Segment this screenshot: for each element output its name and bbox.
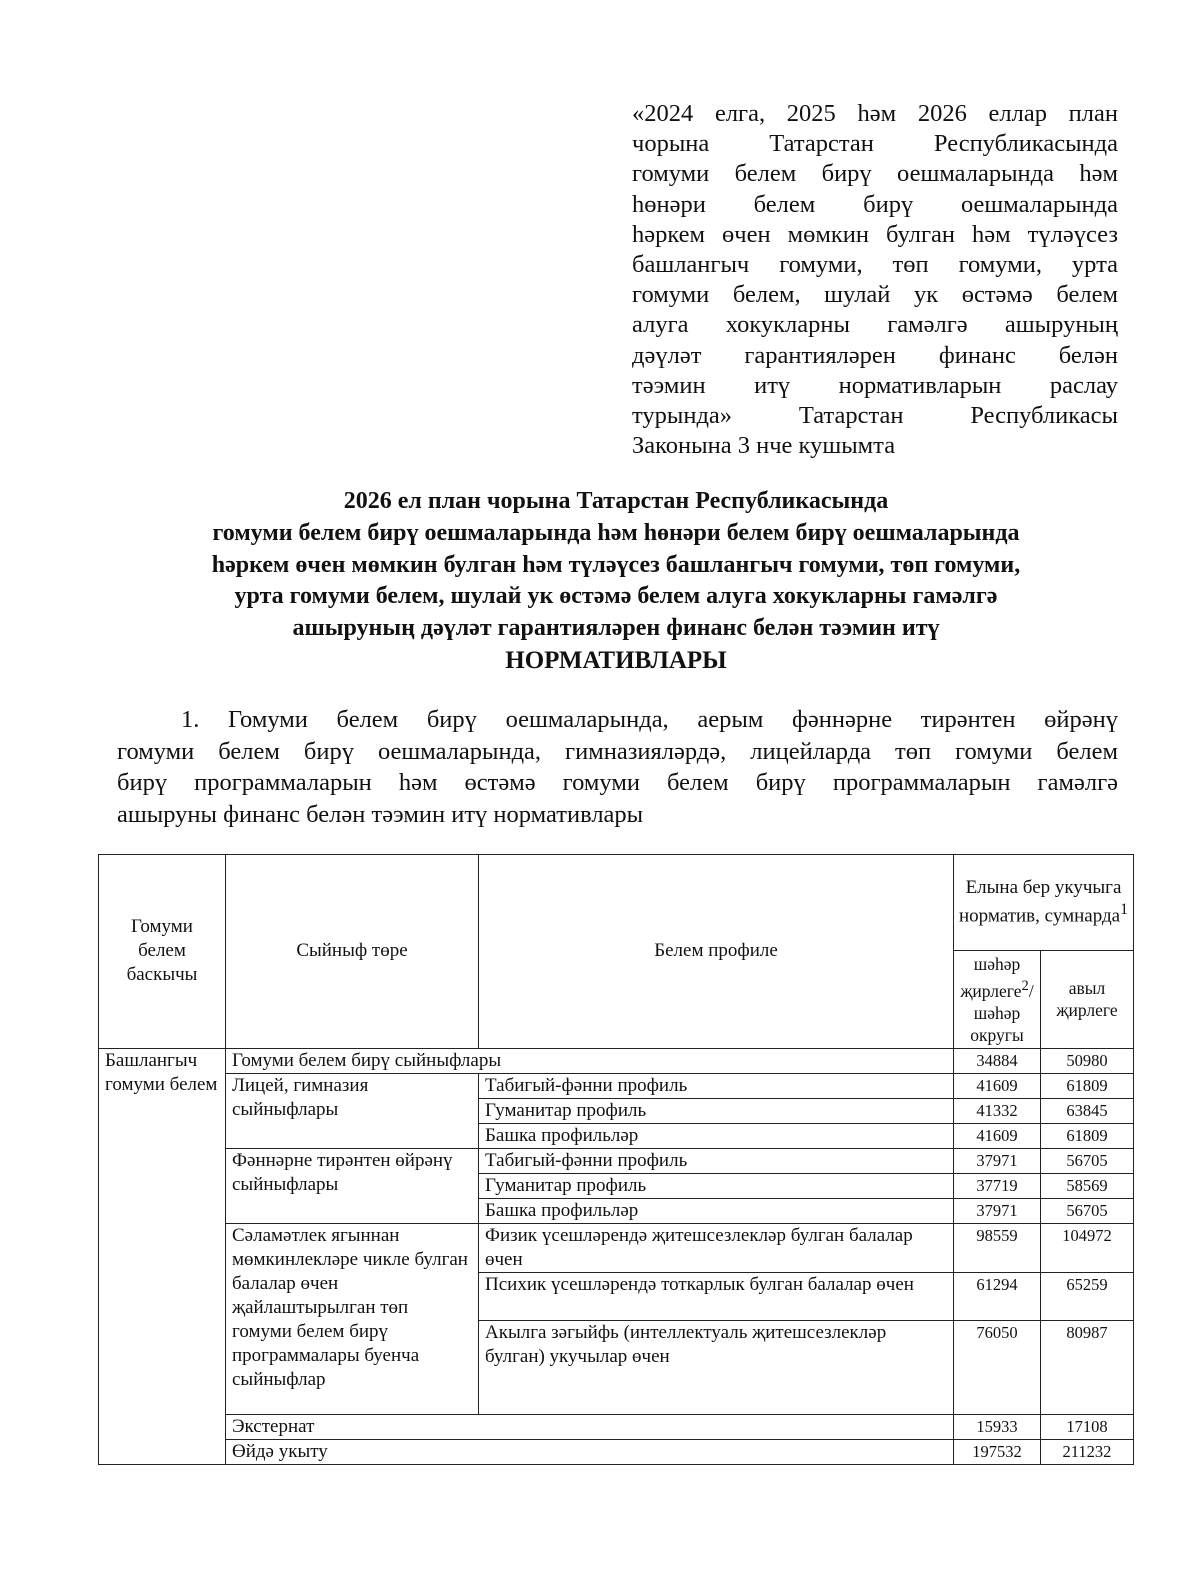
title-line: гомуми белем бирү оешмаларында һәм һөнәри белем бирү оешмаларында (212, 519, 1020, 546)
title-line: ашыруның дәүләт гарантияләрен финанс белән тәэмин итү (292, 615, 940, 642)
rural-value: 56705 (1041, 1148, 1134, 1173)
rural-value: 50980 (1041, 1048, 1134, 1073)
profile-cell: Гуманитар профиль (479, 1098, 954, 1123)
header-profile: Белем профиле (479, 855, 954, 1049)
urban-value: 76050 (954, 1320, 1041, 1414)
row-label: Экстернат (226, 1414, 954, 1439)
profile-cell: Башка профильләр (479, 1123, 954, 1148)
rural-value: 61809 (1041, 1123, 1134, 1148)
urban-value: 197532 (954, 1439, 1041, 1464)
profile-cell: Акылга зәгыйфь (интеллектуаль җитешсезлекләр булган) укучылар өчен (479, 1320, 954, 1414)
header-class-type: Сыйныф төре (226, 855, 479, 1049)
rural-value: 80987 (1041, 1320, 1134, 1414)
document-title (100, 486, 1132, 677)
rural-value: 65259 (1041, 1272, 1134, 1320)
annex-line: гомуми белем бирү оешмаларында һәм (632, 160, 1118, 188)
rural-value: 104972 (1041, 1223, 1134, 1272)
profile-cell: Табигый-фәнни профиль (479, 1148, 954, 1173)
footnote-1: 1 (1120, 901, 1128, 919)
table-row (99, 1048, 1134, 1073)
header-rural: авыл җирлеге (1041, 951, 1134, 1049)
table-row (99, 1414, 1134, 1439)
rural-value: 58569 (1041, 1173, 1134, 1198)
paragraph-line: 1. Гомуми белем бирү оешмаларында, аерым фәннәрне тирәнтен өйрәнү (181, 706, 1118, 733)
header-urban-tail: / шәһәр округы (970, 980, 1034, 1045)
rural-value: 17108 (1041, 1414, 1134, 1439)
paragraph-line: ашыруны финанс белән тәэмин итү нормативлары (117, 800, 644, 828)
annex-line: «2024 елга, 2025 һәм 2026 еллар план (632, 100, 1118, 127)
urban-value: 41332 (954, 1098, 1041, 1123)
annex-note (632, 99, 1118, 461)
header-norm-group (954, 855, 1134, 951)
urban-value: 34884 (954, 1048, 1041, 1073)
urban-value: 98559 (954, 1223, 1041, 1272)
urban-value: 37971 (954, 1198, 1041, 1223)
profile-cell: Гуманитар профиль (479, 1173, 954, 1198)
table-row (99, 1148, 1134, 1173)
urban-value: 61294 (954, 1272, 1041, 1320)
section-paragraph (117, 704, 1118, 830)
annex-line: һәркем өчен мөмкин булган һәм түләүсез (632, 220, 1118, 248)
urban-value: 41609 (954, 1073, 1041, 1098)
annex-line: гомуми белем, шулай ук өстәмә белем (632, 281, 1118, 309)
class-type-cell: Сәламәтлек ягыннан мөмкинлекләре чикле булган балалар өчен җайлаштырылган төп гомуми белем бирү программалары буенча сыйныфлар (226, 1223, 479, 1414)
class-type-cell: Лицей, гимназия сыйныфлары (226, 1073, 479, 1148)
annex-line: башлангыч гомуми, төп гомуми, урта (632, 250, 1118, 278)
profile-cell: Психик үсешләрендә тоткарлык булган балалар өчен (479, 1272, 954, 1320)
annex-line: тәэмин итү нормативларын раслау (632, 371, 1118, 399)
annex-line: һөнәри белем бирү оешмаларында (632, 190, 1118, 218)
table-row (99, 1073, 1134, 1098)
annex-line: Законына 3 нче кушымта (632, 432, 896, 460)
level-cell: Башлангыч гомуми белем (99, 1048, 226, 1464)
title-line: урта гомуми белем, шулай ук өстәмә белем алуга хокукларны гамәлгә (234, 583, 998, 610)
table-row (99, 1439, 1134, 1464)
header-urban-text: шәһәр җирлеге (960, 954, 1022, 1001)
urban-value: 41609 (954, 1123, 1041, 1148)
title-line: һәркем өчен мөмкин булган һәм түләүсез башлангыч гомуми, төп гомуми, (211, 551, 1021, 578)
urban-value: 37719 (954, 1173, 1041, 1198)
table-row (99, 1223, 1134, 1272)
footnote-2: 2 (1021, 978, 1029, 994)
urban-value: 37971 (954, 1148, 1041, 1173)
table-header-row (99, 855, 1134, 951)
urban-value: 15933 (954, 1414, 1041, 1439)
rural-value: 61809 (1041, 1073, 1134, 1098)
profile-cell: Физик үсешләрендә җитешсезлекләр булган балалар өчен (479, 1223, 954, 1272)
annex-line: чорына Татарстан Республикасында (632, 130, 1118, 158)
rural-value: 211232 (1041, 1439, 1134, 1464)
row-label: Өйдә укыту (226, 1439, 954, 1464)
title-heading: НОРМАТИВЛАРЫ (505, 646, 727, 674)
rural-value: 56705 (1041, 1198, 1134, 1223)
title-line: 2026 ел план чорына Татарстан Республикасында (343, 488, 889, 514)
row-label: Гомуми белем бирү сыйныфлары (226, 1048, 954, 1073)
profile-cell: Башка профильләр (479, 1198, 954, 1223)
paragraph-line: бирү программаларын һәм өстәмә гомуми белем бирү программаларын гамәлгә (117, 769, 1118, 796)
header-urban (954, 951, 1041, 1049)
annex-line: алуга хокукларны гамәлгә ашыруның (632, 311, 1118, 339)
norms-table (98, 854, 1134, 1465)
header-level: Гомуми белем баскычы (99, 855, 226, 1049)
annex-line: дәүләт гарантияләрен финанс белән (632, 341, 1118, 369)
class-type-cell: Фәннәрне тирәнтен өйрәнү сыйныфлары (226, 1148, 479, 1223)
profile-cell: Табигый-фәнни профиль (479, 1073, 954, 1098)
annex-line: турында» Татарстан Республикасы (632, 401, 1118, 429)
rural-value: 63845 (1041, 1098, 1134, 1123)
header-norm-group-text: Елына бер укучыга норматив, сумнарда (959, 876, 1122, 927)
paragraph-line: гомуми белем бирү оешмаларында, гимназияләрдә, лицейларда төп гомуми белем (117, 737, 1118, 765)
